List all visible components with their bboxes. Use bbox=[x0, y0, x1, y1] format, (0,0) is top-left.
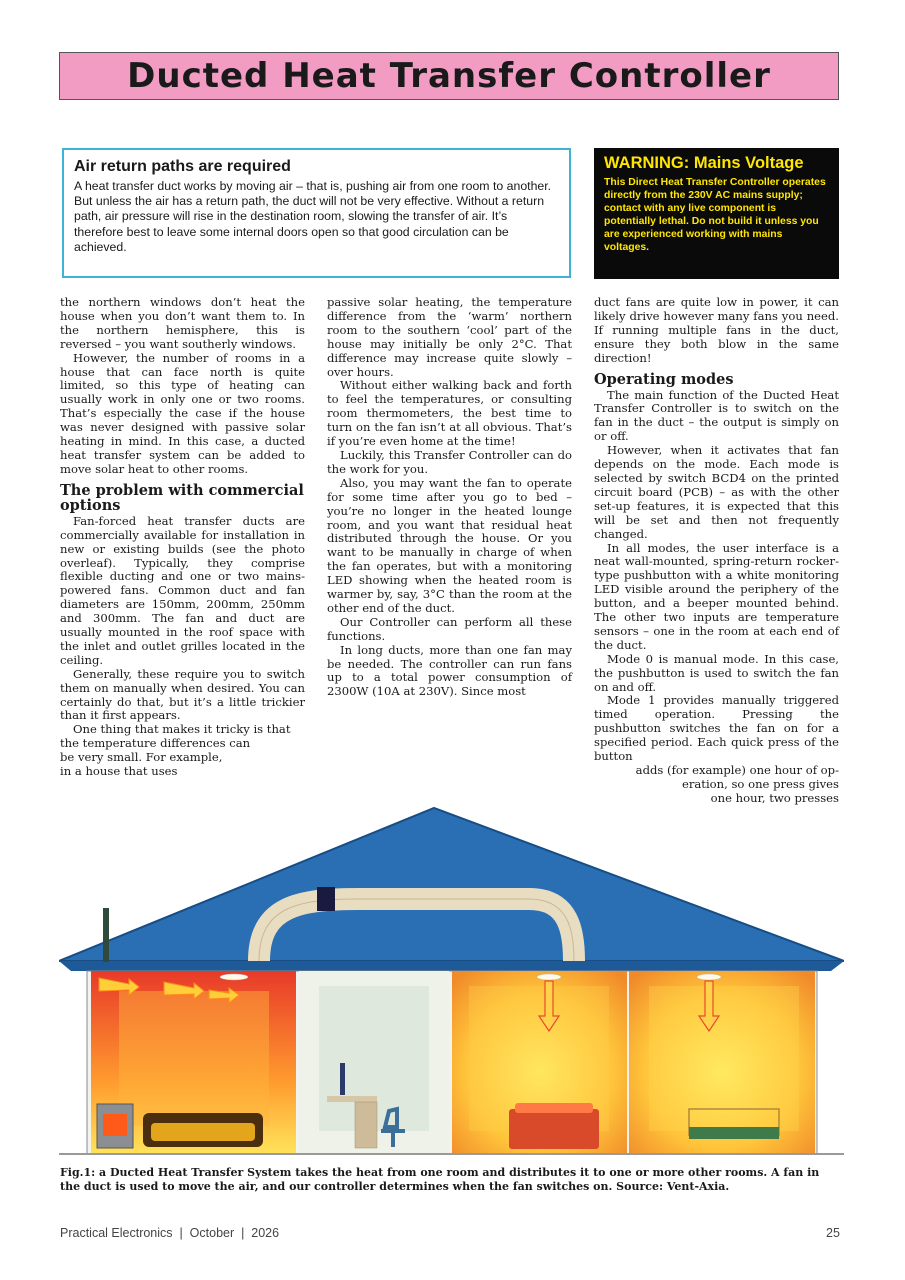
paragraph: In all modes, the user interface is a neat wall-mounted, spring-return rocker-type pushbutton with a white monitoring LED visible around the periphery of the button, and a beeper mounted behind. The other two inputs are temperature sensors – one in the room at each end of the duct. bbox=[594, 540, 839, 652]
paragraph: Mode 0 is manual mode. In this case, the pushbutton is used to switch the fan on and off. bbox=[594, 651, 839, 694]
desk-drawers bbox=[355, 1102, 377, 1148]
paragraph-line: adds (for example) one hour of op- bbox=[635, 763, 839, 777]
lounge-back-wall bbox=[119, 991, 269, 1126]
chimney-pipe bbox=[103, 908, 109, 962]
paragraph-line: one hour, two presses bbox=[710, 790, 839, 805]
house-illustration bbox=[59, 781, 844, 1161]
page-title: Ducted Heat Transfer Controller bbox=[127, 56, 771, 96]
ground-line bbox=[59, 1153, 844, 1155]
ceiling-grille bbox=[697, 974, 721, 980]
paragraph: However, when it activates that fan depends on the mode. Each mode is selected by switch BCD4 on the printed circuit board (PCB) – as with the other set-up features, it is expected that this will be set and then not frequently changed. bbox=[594, 443, 839, 541]
cot-mattress bbox=[689, 1127, 779, 1139]
monitor bbox=[340, 1063, 345, 1095]
desk bbox=[327, 1096, 377, 1102]
section-heading: The problem with commercial options bbox=[60, 481, 304, 514]
sofa-seat bbox=[151, 1123, 255, 1141]
warning-box bbox=[594, 148, 839, 279]
column-3 bbox=[594, 296, 839, 806]
sidebar-heading: Air return paths are required bbox=[74, 158, 291, 175]
paragraph: Generally, these require you to switch them on manually when desired. You can certainly do that, but it’s a little trickier than it first appears. bbox=[60, 666, 305, 723]
paragraph: Mode 1 provides manually triggered timed operation. Pressing the pushbutton switches the fan on for a specified period. Each quick press of the button bbox=[594, 693, 839, 764]
paragraph: One thing that makes it tricky is that bbox=[73, 722, 291, 737]
fire bbox=[103, 1114, 127, 1136]
ceiling-grille bbox=[537, 974, 561, 980]
paragraph: In long ducts, more than one fan may be needed. The controller can run fans up to a total power consumption of 2300W (10A at 230V). Since most bbox=[327, 642, 572, 699]
paragraph: Also, you may want the fan to operate for some time after you go to bed – you’re no longer in the heated lounge room, and you want that residual heat distributed through the house. Or you want to be manually in charge of when the fan operates, but with a monitoring LED showing when the heated room is warmer by, say, 3°C than the room at the other end of the duct. bbox=[327, 475, 572, 615]
warning-heading: WARNING: Mains Voltage bbox=[604, 154, 804, 172]
roof bbox=[59, 808, 844, 961]
column-2 bbox=[327, 296, 572, 699]
paragraph: Our Controller can perform all these functions. bbox=[327, 614, 572, 643]
paragraph-line: in a house that uses bbox=[60, 764, 178, 779]
roof-eave bbox=[59, 961, 844, 971]
figure-caption: Fig.1: a Ducted Heat Transfer System takes the heat from one room and distributes it to one or more other rooms. A fan in the duct is used to move the air, and our controller determines when the fan switches on. Source: Vent-Axia. bbox=[60, 1166, 820, 1193]
ceiling-grille bbox=[220, 974, 248, 980]
bed bbox=[509, 1109, 599, 1149]
column-1 bbox=[60, 296, 305, 779]
paragraph: The main function of the Ducted Heat Transfer Controller is to switch on the fan in the duct – the output is simply on or off. bbox=[594, 387, 839, 444]
warning-body: This Direct Heat Transfer Controller operates directly from the 230V AC mains supply; contact with any live component is potentially lethal. Do not build it unless you are experienced working with mains voltages. bbox=[604, 177, 826, 253]
paragraph: passive solar heating, the temperature difference from the ‘warm’ northern room to the southern ‘cool’ part of the house may initially be only 2°C. That difference may increase quite slowly – over hours. bbox=[327, 295, 572, 379]
paragraph-line: be very small. For example, bbox=[60, 750, 223, 765]
air-return-sidebar bbox=[62, 148, 571, 278]
footer-publication: Practical Electronics | October | 2026 bbox=[60, 1226, 280, 1240]
paragraph: Fan-forced heat transfer ducts are commercially available for installation in new or existing builds (see the photo overleaf). Typically, they comprise flexible ducting and one or two mains-powered fans. Common duct and fan diameters are 150mm, 200mm, 250mm and 300mm. The fan and duct are usually mounted in the roof space with the inlet and outlet grilles located in the ceiling. bbox=[60, 513, 305, 667]
paragraph: the northern windows don’t heat the house when you don’t want them to. In the northern hemisphere, this is reversed – you want southerly windows. bbox=[60, 295, 305, 351]
paragraph: Without either walking back and forth to feel the temperatures, or consulting room thermometers, the best time to turn on the fan isn’t at all obvious. That’s if you’re even home at the time! bbox=[327, 378, 572, 449]
bed-pillows bbox=[515, 1103, 593, 1113]
paragraph-line: the temperature differences can bbox=[60, 736, 251, 751]
section-heading: Operating modes bbox=[594, 370, 734, 388]
title-banner bbox=[59, 52, 839, 100]
paragraph: Luckily, this Transfer Controller can do the work for you. bbox=[327, 447, 572, 476]
duct-fan bbox=[317, 887, 335, 911]
paragraph: However, the number of rooms in a house that can face north is quite limited, so this type of heating can usually work in only one or two rooms. That’s especially the case if the house was never designed with passive solar heating in mind. In this case, a ducted heat transfer system can be added to move solar heat to other rooms. bbox=[60, 350, 305, 476]
paragraph: duct fans are quite low in power, it can likely drive however many fans you need. If running multiple fans in the duct, ensure they both blow in the same direction! bbox=[594, 295, 839, 365]
sidebar-body: A heat transfer duct works by moving air – that is, pushing air from one room to another. But unless the air has a return path, the duct will not be very effective. Without a return path, air pressure will rise in the destination room, slowing the transfer of air. It’s therefore best to leave some internal doors open so that good circulation can be achieved. bbox=[74, 179, 552, 254]
paragraph-line: eration, so one press gives bbox=[681, 776, 839, 791]
page-number: 25 bbox=[826, 1226, 840, 1240]
